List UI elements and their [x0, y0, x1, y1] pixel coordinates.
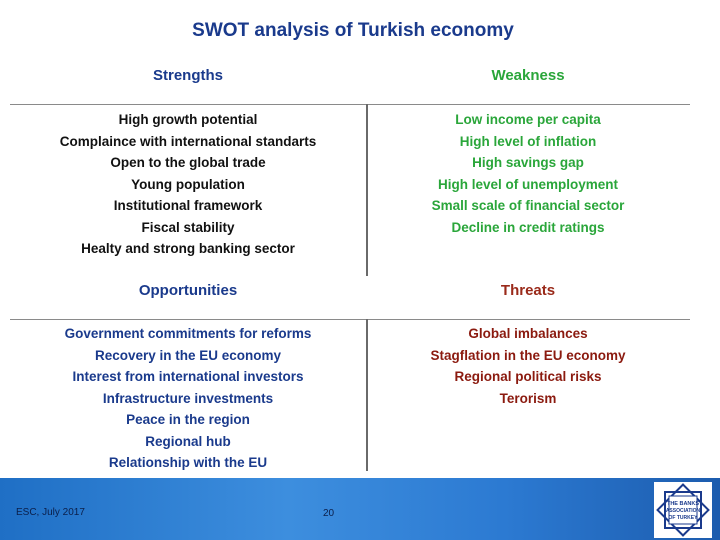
opportunities-list: [8, 323, 368, 474]
svg-text:THE BANKS: THE BANKS: [666, 501, 700, 507]
svg-text:OF TURKEY: OF TURKEY: [668, 515, 698, 521]
strength-item: High growth potential: [118, 112, 258, 127]
weakness-list: [348, 109, 708, 238]
threat-item: Global imbalances: [468, 326, 588, 341]
svg-text:ASSOCIATION: ASSOCIATION: [665, 508, 701, 514]
strength-item: Complaince with international standarts: [59, 133, 317, 149]
threat-item: Stagflation in the EU economy: [430, 347, 626, 363]
weakness-item: Small scale of financial sector: [431, 198, 625, 213]
banks-association-logo: [654, 482, 712, 538]
footer-band: [0, 478, 720, 540]
opportunity-item: Infrastructure investments: [102, 390, 274, 406]
strengths-list: [8, 109, 368, 260]
opportunities-heading: Opportunities: [138, 282, 238, 299]
opportunity-item: Interest from international investors: [72, 369, 304, 384]
opportunity-item: Peace in the region: [126, 412, 250, 427]
strength-item: Open to the global trade: [110, 155, 266, 170]
page-title: SWOT analysis of Turkish economy: [192, 20, 514, 41]
opportunity-item: Relationship with the EU: [108, 455, 268, 470]
opportunity-item: Regional hub: [145, 433, 231, 449]
threat-item: Terorism: [499, 390, 557, 406]
opportunity-item: Government commitments for reforms: [64, 326, 312, 341]
weakness-heading: Weakness: [491, 67, 565, 84]
bottom-divider: [10, 319, 690, 320]
weakness-item: High level of inflation: [459, 133, 597, 149]
strength-item: Institutional framework: [113, 198, 263, 213]
footer-date: ESC, July 2017: [16, 507, 85, 518]
weakness-item: High level of unemployment: [437, 176, 619, 192]
threat-item: Regional political risks: [454, 369, 602, 384]
page-number: 20: [323, 508, 335, 519]
strengths-heading: Strengths: [152, 67, 223, 84]
weakness-item: Decline in credit ratings: [451, 219, 605, 235]
strength-item: Young population: [131, 176, 245, 192]
strength-item: Fiscal stability: [141, 219, 235, 235]
strength-item: Healty and strong banking sector: [81, 241, 295, 256]
threats-list: [348, 323, 708, 409]
opportunity-item: Recovery in the EU economy: [94, 347, 282, 363]
weakness-item: Low income per capita: [455, 112, 601, 127]
top-divider: [10, 104, 690, 105]
weakness-item: High savings gap: [472, 155, 584, 170]
threats-heading: Threats: [500, 282, 556, 299]
